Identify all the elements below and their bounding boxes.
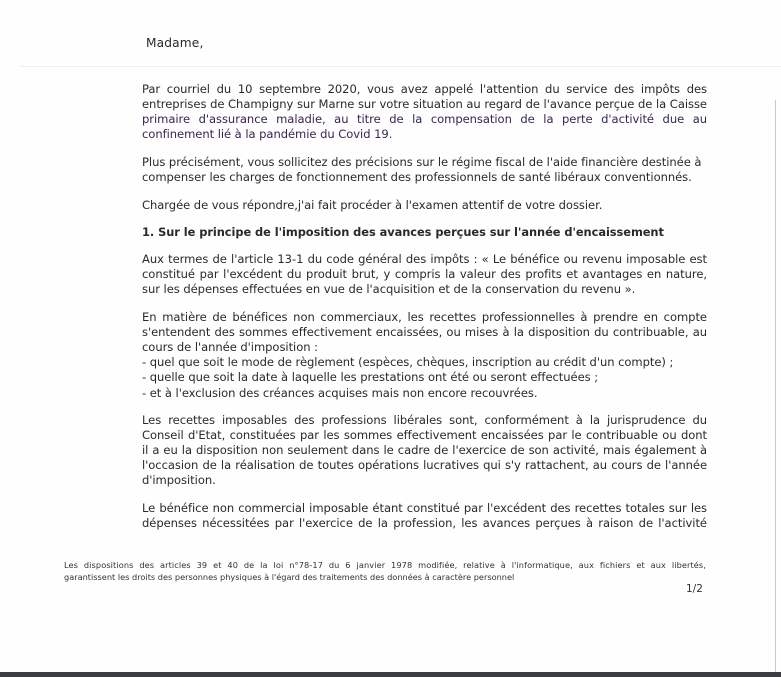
text-line: Plus précisément, vous sollicitez des précisions sur le régime fiscal de l'aide financière destinée à — [142, 154, 702, 169]
section-heading-text: 1. Sur le principe de l'imposition des avances perçues sur l'année d'encaissement — [142, 225, 664, 240]
text-line: Le bénéfice non commercial imposable étant constitué par l'excédent des recettes totales sur les — [142, 501, 707, 516]
legal-line: Les dispositions des articles 39 et 40 de la loi n°78-17 du 6 janvier 1978 modifiée, relative à l'informatique, aux fichiers et aux libertés, — [64, 560, 706, 570]
letter-body — [142, 82, 707, 544]
text-line: confinement lié à la pandémie du Covid 19. — [142, 127, 393, 142]
text-line: il a eu la disposition non seulement dans le cadre de l'exercice de son activité, mais également à — [142, 443, 707, 458]
text-line: sur les dépenses effectuées en vue de l'acquisition et de la conservation du revenu ». — [142, 282, 636, 297]
bullet-item: - et à l'exclusion des créances acquises mais non encore recouvrées. — [142, 385, 538, 400]
text-line: dépenses nécessitées par l'exercice de la profession, les avances perçues à raison de l'activité — [142, 516, 707, 531]
letter-greeting: Madame, — [146, 36, 204, 50]
text-line: Conseil d'Etat, constituées par les sommes effectivement encaissées par le contribuable ou dont — [142, 428, 707, 443]
text-line: Chargée de vous répondre,j'ai fait procéder à l'examen attentif de votre dossier. — [142, 197, 603, 212]
page-number: 1/2 — [686, 583, 703, 595]
legal-line: garantissent les droits des personnes physiques à l'égard des traitements des données à caractère personnel — [64, 571, 515, 582]
bullet-item: - quel que soit le mode de règlement (espèces, chèques, inscription au crédit d'un compte) ; — [142, 355, 674, 370]
page-separator — [20, 66, 781, 67]
bullet-item: - quelle que soit la date à laquelle les prestations ont été ou seront effectuées ; — [142, 370, 599, 385]
text-line: En matière de bénéfices non commerciaux, les recettes professionnelles à prendre en compte — [142, 310, 707, 325]
text-line: l'occasion de la réalisation de toutes opérations lucratives qui s'y rattachent, au cours de l'année — [142, 458, 707, 473]
paragraph-benefice — [142, 501, 707, 531]
paragraph-precisions — [142, 155, 707, 185]
paragraph-article — [142, 252, 707, 297]
paragraph-bnc — [142, 310, 707, 401]
viewer-bottom-bar — [0, 672, 781, 677]
text-line: Les recettes imposables des professions libérales sont, conformément à la jurisprudence du — [142, 413, 707, 428]
text-line: cours de l'année d'imposition : — [142, 340, 318, 355]
legal-footer — [64, 560, 706, 583]
text-line: Aux termes de l'article 13-1 du code général des impôts : « Le bénéfice ou revenu imposable est — [142, 252, 707, 267]
text-line: primaire d'assurance maladie, au titre de la compensation de la perte d'activité due au — [142, 112, 707, 127]
paragraph-examen — [142, 198, 707, 213]
section-heading — [142, 225, 707, 240]
text-line: compenser les charges de fonctionnement des professionnels de santé libéraux conventionnés. — [142, 169, 692, 184]
page-edge-line — [775, 100, 776, 672]
text-line: d'imposition. — [142, 473, 216, 488]
paragraph-courriel — [142, 82, 707, 142]
text-line: constitué par l'excédent du produit brut, y compris la valeur des profits et avantages en nature, — [142, 267, 707, 282]
text-line: Par courriel du 10 septembre 2020, vous avez appelé l'attention du service des impôts des — [142, 82, 707, 96]
text-line: s'entendent des sommes effectivement encaissées, ou mises à la disposition du contribuable, au — [142, 325, 707, 340]
paragraph-jurisprudence — [142, 413, 707, 488]
text-line: entreprises de Champigny sur Marne sur votre situation au regard de l'avance perçue de la Caisse — [142, 97, 707, 112]
